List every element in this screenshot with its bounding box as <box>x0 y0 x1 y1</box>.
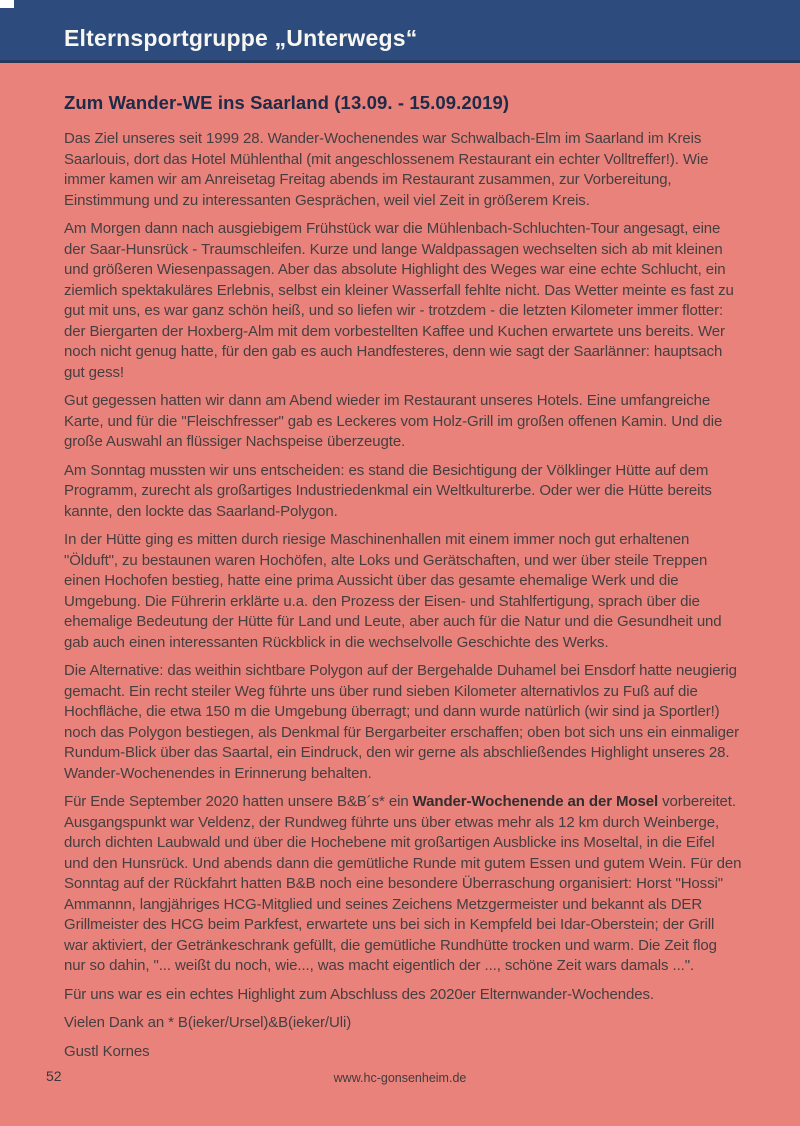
paragraph-mosel-2020 <box>64 792 742 977</box>
author-signature: Gustl Kornes <box>64 1042 150 1060</box>
mosel-bold-title: Wander-Wochenende an der Mosel <box>412 793 659 810</box>
article-heading: Zum Wander-WE ins Saarland (13.09. - 15.09.2019) <box>64 92 510 113</box>
paragraph-voelklinger-huette: In der Hütte ging es mitten durch riesige Maschinenhallen mit einem immer noch gut erhaltenen "Ölduft", zu bestaunen waren Hochöfen, alte Loks und Gerätschaften, und wer über steile Treppen einen Hochofen bestieg, hatte eine prima Aussicht über das gesamte ehemalige Werk und die Umgebung. Die Führerin erklärte u.a. den Prozess der Eisen- und Stahlfertigung, sprach über die ehemalige Bedeutung der Hütte für Land und Leute, aber auch für die Natur und die Gesundheit und gab auch einen interessanten Rückblick in die wechselvolle Geschichte des Werks. <box>64 531 722 651</box>
paragraph-sunday-choice: Am Sonntag mussten wir uns entscheiden: es stand die Besichtigung der Völklinger Hütte auf dem Programm, zurecht als großartiges Industriedenkmal ein Weltkulturerbe. Oder wer die Hütte bereits kannte, den lockte das Saarland-Polygon. <box>64 461 712 520</box>
article <box>64 63 742 1070</box>
paragraph-arrival: Das Ziel unseres seit 1999 28. Wander-Wochenendes war Schwalbach-Elm im Saarland im Kreis Saarlouis, dort das Hotel Mühlenthal (mit angeschlossenem Restaurant ein echter Volltreffer!). Wie immer kamen wir am Anreisetag Freitag abends im Restaurant zusammen, zur Vorbereitung, Einstimmung und zu interessanten Gesprächen, weil viel Zeit in größerem Kreis. <box>64 130 709 209</box>
footer-website: www.hc-gonsenheim.de <box>333 1071 467 1085</box>
page-number: 52 <box>46 1068 62 1084</box>
paragraph-closing: Für uns war es ein echtes Highlight zum Abschluss des 2020er Elternwander-Wochendes. <box>64 985 654 1003</box>
mosel-text-after: vorbereitet. Ausgangspunkt war Veldenz, der Rundweg führte uns über etwas mehr als 12 km durch Weinberge, durch dichten Laubwald und über die Hochebene mit großartigen Ausblicke ins Moseltal, in die Eifel und den Hunsrück. Und abends dann die gemütliche Runde mit gutem Essen und gutem Wein. Für den Sonntag auf der Rückfahrt hatten B&B noch eine besondere Überraschung organisiert: Horst "Hossi" Ammannn, langjähriges HCG-Mitglied und seines Zeichens Metzgermeister und bekannt als DER Grillmeister des HCG beim Parkfest, erwartete uns bei sich in Kempfeld bei Idar-Oberstein; der Grill war aktiviert, der Getränkeschrank gefüllt, die gemütliche Rundhütte trocken und warm. Die Zeit flog nur so dahin, "... weißt du noch, wie..., was macht eigentlich der ..., schöne Zeit wars damals ...". <box>64 793 742 974</box>
mosel-text-before: Für Ende September 2020 hatten unsere B&B´s* ein <box>64 793 413 810</box>
paragraph-dinner: Gut gegessen hatten wir dann am Abend wieder im Restaurant unseres Hotels. Eine umfangreiche Karte, und für die "Fleischfresser" gab es Leckeres vom Holz-Grill im großen offenen Kamin. Und die große Auswahl an flüssiger Nachspeise überzeugte. <box>64 392 723 450</box>
section-title: Elternsportgruppe „Unterwegs“ <box>64 25 418 51</box>
paragraph-thanks: Vielen Dank an * B(ieker/Ursel)&B(ieker/Uli) <box>64 1014 352 1031</box>
scan-corner-artifact <box>0 0 14 8</box>
header-banner <box>0 0 800 63</box>
paragraph-saturday-hike: Am Morgen dann nach ausgiebigem Frühstück war die Mühlenbach-Schluchten-Tour angesagt, eine der Saar-Hunsrück - Traumschleifen. Kurze und lange Waldpassagen wechselten sich ab mit kleinen und größeren Wiesenpassagen. Aber das absolute Highlight des Weges war eine echte Schlucht, ein ziemlich spektakuläres Erlebnis, selbst ein kleiner Wasserfall fehlte nicht. Das Wetter meinte es fast zu gut mit uns, es war ganz schön heiß, und so liefen wir - trotzdem - die letzten Kilometer immer flotter: der Biergarten der Hoxberg-Alm mit dem vorbestellten Kaffee und Kuchen erwartete uns bereits. Wer noch nicht genug hatte, für den gab es auch Handfesteres, denn wie sagt der Saarlänner: hauptsach gut gess! <box>64 220 734 381</box>
paragraph-polygon: Die Alternative: das weithin sichtbare Polygon auf der Bergehalde Duhamel bei Ensdorf hatte neugierig gemacht. Ein recht steiler Weg führte uns über rund sieben Kilometer alternativlos zu Fuß auf die Hochfläche, die etwa 150 m die Umgebung überragt; und dann wurde natürlich (wir sind ja Sportler!) noch das Polygon bestiegen, als Denkmal für Bergarbeiter erschaffen; oben bot sich uns ein einmaliger Rundum-Blick über das Saartal, ein Eindruck, den wir gerne als abschließendes Highlight unseres 28. Wander-Wochenendes in Erinnerung behalten. <box>64 662 740 782</box>
